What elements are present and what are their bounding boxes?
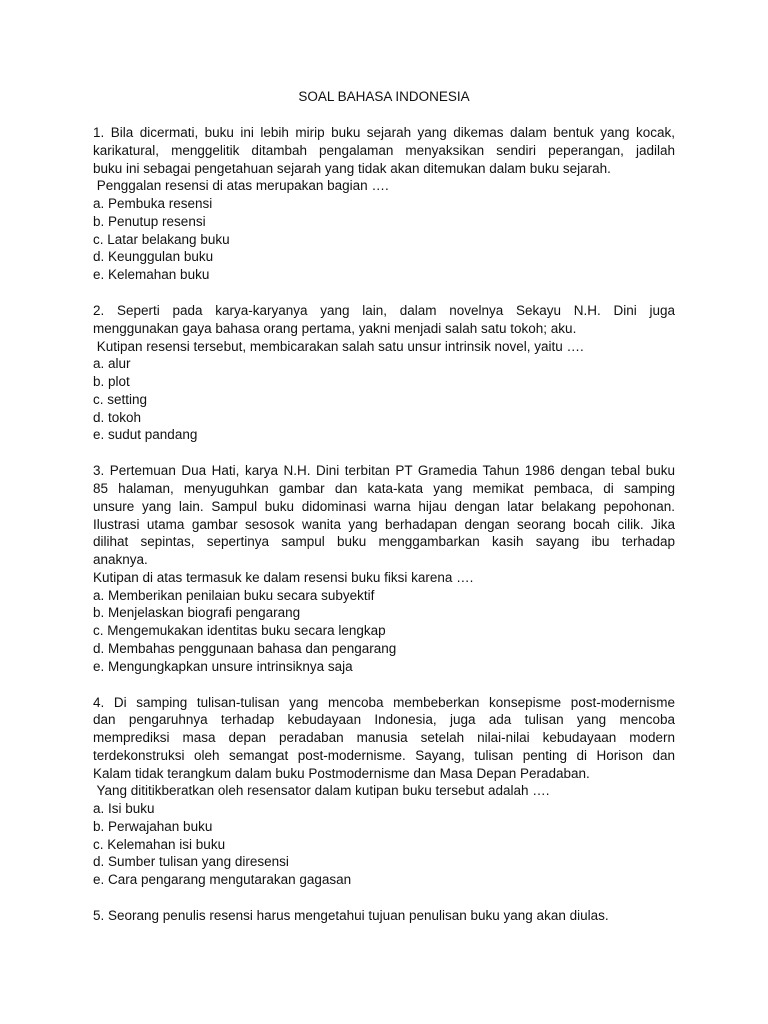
question-2-option-b: b. plot xyxy=(93,374,130,389)
document-title: SOAL BAHASA INDONESIA xyxy=(298,89,470,104)
question-4-stem-line: 4. Di samping tulisan-tulisan yang mencoba membeberkan konsepisme post-modernisme xyxy=(93,694,675,710)
question-3-stem-line: dilihat sepintas, sepertinya sampul buku menggambarkan kasih sayang ibu terhadap xyxy=(93,534,675,550)
question-3 xyxy=(93,462,675,675)
question-1-option-b: b. Penutup resensi xyxy=(93,213,206,229)
question-1-stem-line: buku ini sebagai pengetahuan sejarah yang tidak akan ditemukan dalam buku sejarah. xyxy=(93,160,611,176)
question-3-stem-line: 3. Pertemuan Dua Hati, karya N.H. Dini terbitan PT Gramedia Tahun 1986 dengan tebal buku xyxy=(93,463,675,479)
question-4-option-b: b. Perwajahan buku xyxy=(93,818,213,834)
question-4-option-e: e. Cara pengarang mengutarakan gagasan xyxy=(93,872,352,887)
question-4-stem-line: dan pengaruhnya terhadap kebudayaan Indonesia, juga ada tulisan yang mencoba xyxy=(93,712,675,728)
question-3-stem-line: anaknya. xyxy=(93,552,148,567)
document-body xyxy=(93,88,675,925)
question-3-option-c: c. Mengemukakan identitas buku secara lengkap xyxy=(93,623,386,638)
question-4-option-a: a. Isi buku xyxy=(93,801,155,816)
question-4 xyxy=(93,694,675,889)
question-3-stem-line: Ilustrasi utama gambar sesosok wanita yang berhadapan dengan seorang bocah cilik. Jika xyxy=(93,516,675,532)
question-2-option-c: c. setting xyxy=(93,391,148,407)
question-2 xyxy=(93,302,675,444)
question-2-stem-line: 2. Seperti pada karya-karyanya yang lain, dalam novelnya Sekayu N.H. Dini juga xyxy=(93,303,675,318)
question-1-option-d: d. Keunggulan buku xyxy=(93,249,214,265)
question-5 xyxy=(93,907,675,925)
question-1-stem-line: 1. Bila dicermati, buku ini lebih mirip buku sejarah yang dikemas dalam bentuk yang kocak, xyxy=(93,125,675,140)
question-2-option-a: a. alur xyxy=(93,356,131,372)
question-4-option-d: d. Sumber tulisan yang diresensi xyxy=(93,854,289,870)
question-4-stem-line: terdekonstruksi oleh semangat post-modernisme. Sayang, tulisan penting di Horison dan xyxy=(93,747,675,763)
question-3-stem-line: unsure yang lain. Sampul buku didominasi warna hijau dengan latar belakang pepohonan. xyxy=(93,498,675,514)
question-2-option-e: e. sudut pandang xyxy=(93,427,198,443)
question-1-option-a: a. Pembuka resensi xyxy=(93,196,213,211)
question-5-stem-line: 5. Seorang penulis resensi harus mengetahui tujuan penulisan buku yang akan diulas. xyxy=(93,908,609,923)
question-1-option-e: e. Kelemahan buku xyxy=(93,267,210,282)
question-3-option-b: b. Menjelaskan biografi pengarang xyxy=(93,605,301,621)
question-2-prompt: Kutipan resensi tersebut, membicarakan salah satu unsur intrinsik novel, yaitu …. xyxy=(93,338,584,354)
question-2-option-d: d. tokoh xyxy=(93,409,142,425)
question-4-prompt: Yang dititikberatkan oleh resensator dalam kutipan buku tersebut adalah …. xyxy=(93,783,550,799)
question-3-option-e: e. Mengungkapkan unsure intrinsiknya saja xyxy=(93,658,353,674)
question-3-option-d: d. Membahas penggunaan bahasa dan pengarang xyxy=(93,640,397,656)
question-1-prompt: Penggalan resensi di atas merupakan bagian …. xyxy=(93,178,389,194)
question-3-prompt: Kutipan di atas termasuk ke dalam resensi buku fiksi karena …. xyxy=(93,569,474,585)
question-3-option-a: a. Memberikan penilaian buku secara subyektif xyxy=(93,587,375,603)
question-4-stem-line: memprediksi masa depan peradaban manusia setelah nilai-nilai kebudayaan modern xyxy=(93,730,675,745)
question-4-stem-line: Kalam tidak terangkum dalam buku Postmodernisme dan Masa Depan Peradaban. xyxy=(93,765,590,781)
question-3-stem-line: 85 halaman, menyuguhkan gambar dan kata-kata yang memikat pembaca, di samping xyxy=(93,481,675,496)
question-1-option-c: c. Latar belakang buku xyxy=(93,231,230,247)
question-1-stem-line: karikatural, menggelitik ditambah pengalaman menyaksikan sendiri peperangan, jadilah xyxy=(93,142,675,158)
question-4-option-c: c. Kelemahan isi buku xyxy=(93,836,226,852)
question-2-stem-line: menggunakan gaya bahasa orang pertama, yakni menjadi salah satu tokoh; aku. xyxy=(93,320,577,336)
question-1 xyxy=(93,124,675,284)
